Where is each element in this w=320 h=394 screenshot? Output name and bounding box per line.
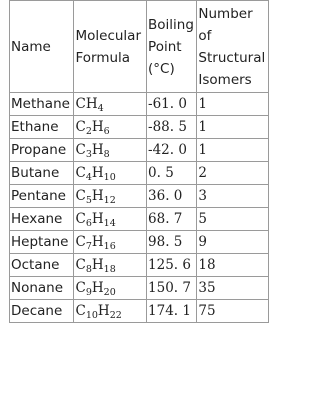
table-row [10,254,269,277]
isomer-count: 18 [197,254,269,277]
formula-carbon-count: 2 [85,125,92,137]
alkane-name: Hexane [10,208,74,231]
header-name: Name [10,1,74,93]
boiling-point-value: -88. 5 [147,116,197,139]
table-row [10,208,269,231]
isomer-count: 35 [197,277,269,300]
formula-carbon-count: 4 [85,171,92,183]
boiling-point-value: 150. 7 [147,277,197,300]
molecular-formula [74,139,147,162]
alkane-name: Propane [10,139,74,162]
molecular-formula [74,208,147,231]
table-body [10,1,269,323]
table-row [10,300,269,323]
isomer-count: 75 [197,300,269,323]
alkane-name: Methane [10,93,74,116]
molecular-formula [74,93,147,116]
isomer-count: 1 [197,93,269,116]
formula-hydrogen-symbol: H [91,187,104,204]
formula-hydrogen-count: 6 [103,125,110,137]
formula-hydrogen-symbol: H [91,118,104,135]
formula-hydrogen-count: 22 [109,309,122,321]
isomer-count: 1 [197,139,269,162]
formula-hydrogen-symbol: H [91,279,104,296]
formula-carbon-count: 5 [85,194,92,206]
table-row [10,116,269,139]
table-row [10,185,269,208]
formula-hydrogen-count: 18 [103,263,116,275]
formula-hydrogen-count: 14 [103,217,116,229]
formula-carbon-count: 7 [85,240,92,252]
formula-carbon-count: 6 [85,217,92,229]
formula-hydrogen-count: 8 [103,148,110,160]
formula-hydrogen-count: 16 [103,240,116,252]
formula-hydrogen-symbol: H [91,164,104,181]
molecular-formula [74,277,147,300]
isomer-count: 9 [197,231,269,254]
formula-carbon-count: 10 [85,309,98,321]
formula-carbon-symbol: C [75,118,86,135]
alkane-name: Decane [10,300,74,323]
table-row [10,277,269,300]
molecular-formula [74,300,147,323]
formula-hydrogen-count: 12 [103,194,116,206]
formula-hydrogen-symbol: H [91,141,104,158]
alkane-properties-table [9,0,269,323]
table-row [10,139,269,162]
formula-carbon-count: 8 [85,263,92,275]
formula-hydrogen-symbol: H [91,256,104,273]
alkane-name: Nonane [10,277,74,300]
boiling-point-value: 125. 6 [147,254,197,277]
table-row [10,93,269,116]
formula-carbon-symbol: C [75,164,86,181]
alkane-name: Heptane [10,231,74,254]
formula-hydrogen-count: 20 [103,286,116,298]
formula-carbon-symbol: C [75,256,86,273]
alkane-name: Butane [10,162,74,185]
header-isomers: Number of Structural Isomers [197,1,269,93]
isomer-count: 5 [197,208,269,231]
isomer-count: 3 [197,185,269,208]
formula-carbon-symbol: C [75,210,86,227]
formula-hydrogen-symbol: H [91,210,104,227]
boiling-point-value: 174. 1 [147,300,197,323]
formula-carbon-symbol: C [75,187,86,204]
formula-carbon-symbol: C [75,141,86,158]
alkane-name: Octane [10,254,74,277]
formula-carbon-symbol: C [75,233,86,250]
table-row [10,231,269,254]
table-header-row [10,1,269,93]
formula-hydrogen-symbol: H [91,233,104,250]
formula-hydrogen-count: 10 [103,171,116,183]
molecular-formula [74,254,147,277]
molecular-formula [74,162,147,185]
boiling-point-value: 0. 5 [147,162,197,185]
header-formula: Molecular Formula [74,1,147,93]
boiling-point-value: 68. 7 [147,208,197,231]
formula-carbon-symbol: C [75,302,86,319]
molecular-formula [74,116,147,139]
alkane-name: Ethane [10,116,74,139]
boiling-point-value: 98. 5 [147,231,197,254]
boiling-point-value: 36. 0 [147,185,197,208]
boiling-point-value: -61. 0 [147,93,197,116]
formula-carbon-count: 9 [85,286,92,298]
header-boiling-point: Boiling Point (°C) [147,1,197,93]
formula-hydrogen-count: 4 [97,102,104,114]
formula-hydrogen-symbol: H [85,95,98,112]
table-row [10,162,269,185]
boiling-point-value: -42. 0 [147,139,197,162]
molecular-formula [74,185,147,208]
isomer-count: 1 [197,116,269,139]
formula-carbon-symbol: C [75,279,86,296]
formula-carbon-symbol: C [75,95,86,112]
formula-hydrogen-symbol: H [97,302,110,319]
alkane-name: Pentane [10,185,74,208]
molecular-formula [74,231,147,254]
formula-carbon-count: 3 [85,148,92,160]
isomer-count: 2 [197,162,269,185]
